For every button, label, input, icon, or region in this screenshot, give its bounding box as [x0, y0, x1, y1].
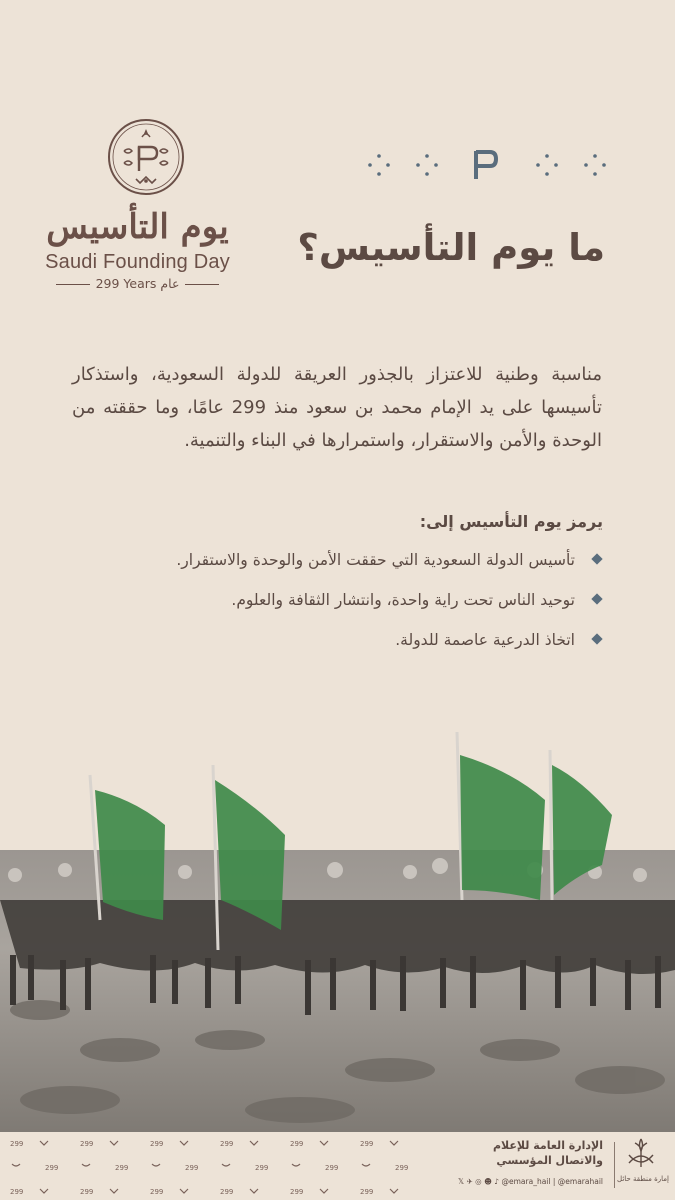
- tiktok-icon[interactable]: ♪: [494, 1177, 500, 1186]
- logo-years-text: 299 Years عام: [95, 276, 180, 291]
- svg-text:299: 299: [395, 1164, 409, 1172]
- dot-pattern-icon: [367, 153, 391, 177]
- svg-text:299: 299: [10, 1140, 24, 1148]
- dot-pattern-icon: [535, 153, 559, 177]
- svg-text:299: 299: [80, 1140, 94, 1148]
- x-icon[interactable]: 𝕏: [458, 1177, 465, 1186]
- dot-pattern-icon: [415, 153, 439, 177]
- svg-text:299: 299: [150, 1188, 164, 1196]
- instagram-icon[interactable]: ◎: [475, 1177, 482, 1186]
- footer: [0, 1132, 675, 1200]
- svg-text:299: 299: [360, 1140, 374, 1148]
- logo-arabic-text: يوم التأسيس: [46, 207, 229, 247]
- points-list: [103, 540, 603, 660]
- symbol-mark-icon: [470, 148, 500, 182]
- svg-text:299: 299: [290, 1188, 304, 1196]
- org-line-1: الإدارة العامة للإعلام: [493, 1139, 603, 1152]
- decorative-row: [367, 148, 607, 182]
- founding-day-emblem-icon: [106, 117, 186, 197]
- page-title: ما يوم التأسيس؟: [297, 226, 605, 269]
- org-line-2: والاتصال المؤسسي: [496, 1154, 603, 1167]
- svg-text:299: 299: [255, 1164, 269, 1172]
- point-text: اتخاذ الدرعية عاصمة للدولة.: [395, 631, 575, 649]
- svg-text:299: 299: [45, 1164, 59, 1172]
- social-handles-text[interactable]: @emara_hail | @emarahail: [501, 1177, 603, 1186]
- footer-pattern: [0, 1132, 438, 1200]
- diamond-bullet-icon: [591, 593, 602, 604]
- telegram-icon[interactable]: ✈: [466, 1177, 473, 1186]
- logo-english-text: Saudi Founding Day: [45, 251, 230, 273]
- dot-pattern-icon: [583, 153, 607, 177]
- social-handles: [363, 1177, 603, 1186]
- list-item: [103, 620, 603, 660]
- svg-text:299: 299: [290, 1140, 304, 1148]
- diamond-bullet-icon: [591, 633, 602, 644]
- svg-text:299: 299: [80, 1188, 94, 1196]
- symbolizes-heading: يرمز يوم التأسيس إلى:: [419, 512, 603, 531]
- point-text: توحيد الناس تحت راية واحدة، وانتشار الثقافة والعلوم.: [231, 591, 575, 609]
- svg-text:299: 299: [220, 1188, 234, 1196]
- list-item: [103, 580, 603, 620]
- organization-name: [463, 1138, 603, 1168]
- government-emblem-icon: [623, 1137, 659, 1169]
- logo-years: [30, 276, 245, 292]
- svg-text:299: 299: [150, 1140, 164, 1148]
- svg-text:299: 299: [360, 1188, 374, 1196]
- svg-text:299: 299: [325, 1164, 339, 1172]
- government-name: إمارة منطقة حائل: [617, 1175, 669, 1183]
- intro-paragraph: مناسبة وطنية للاعتزاز بالجذور العريقة للدولة السعودية، واستذكار تأسيسها على يد الإمام محمد بن سعود منذ 299 عامًا، وما حققته من الوحدة والأمن والاستقرار، واستمرارها في البناء والتنمية.: [72, 364, 602, 451]
- list-item: [103, 540, 603, 580]
- svg-text:299: 299: [185, 1164, 199, 1172]
- svg-text:299: 299: [10, 1188, 24, 1196]
- svg-text:299: 299: [220, 1140, 234, 1148]
- point-text: تأسيس الدولة السعودية التي حققت الأمن والوحدة والاستقرار.: [176, 551, 575, 569]
- svg-text:299: 299: [115, 1164, 129, 1172]
- historical-photo: [0, 720, 675, 1132]
- diamond-bullet-icon: [591, 553, 602, 564]
- snapchat-icon[interactable]: ☻: [484, 1177, 492, 1186]
